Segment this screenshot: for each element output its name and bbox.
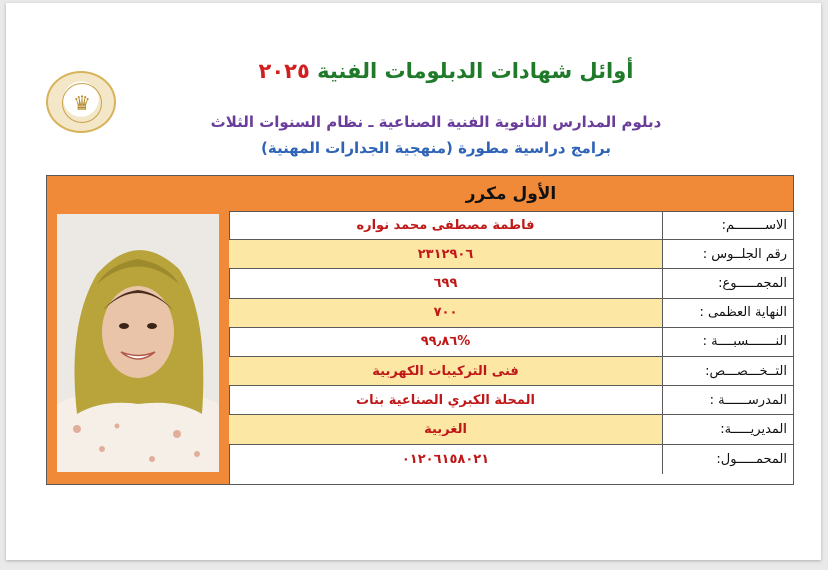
title-text: أوائل شهادات الدبلومات الفنية bbox=[317, 59, 634, 83]
table-row bbox=[229, 240, 793, 269]
row-label: النـــــــسبــــة : bbox=[702, 334, 787, 350]
info-table bbox=[229, 211, 793, 474]
page-title bbox=[146, 59, 746, 83]
row-label: التــخـــصـــص: bbox=[705, 363, 787, 379]
row-value: ٧٠٠ bbox=[229, 299, 663, 327]
row-label: المجمـــــوع: bbox=[718, 275, 787, 291]
row-label: المديريـــــة: bbox=[720, 421, 787, 437]
student-photo bbox=[57, 214, 219, 472]
subtitle-diploma: دبلوم المدارس الثانوية الفنية الصناعية ـ نظام السنوات الثلاث bbox=[210, 113, 662, 131]
row-value: ٦٩٩ bbox=[229, 269, 663, 297]
table-row bbox=[229, 328, 793, 357]
table-row bbox=[229, 299, 793, 328]
row-label: النهاية العظمى : bbox=[699, 305, 787, 321]
row-label: المدرســــــة : bbox=[709, 392, 787, 408]
ministry-seal-icon bbox=[46, 71, 116, 133]
photo-frame bbox=[47, 176, 230, 484]
row-value: فاطمة مصطفى محمد نواره bbox=[229, 211, 663, 239]
title-year: ٢٠٢٥ bbox=[258, 59, 310, 83]
row-label: رقم الجلــوس : bbox=[702, 246, 787, 262]
rank-header: الأول مكرر bbox=[229, 176, 793, 212]
student-portrait-image bbox=[57, 214, 219, 472]
table-row bbox=[229, 415, 793, 444]
table-row bbox=[229, 386, 793, 415]
table-row bbox=[229, 445, 793, 474]
student-card bbox=[46, 175, 794, 485]
row-value: ٠١٢٠٦١٥٨٠٢١ bbox=[229, 445, 663, 474]
table-row bbox=[229, 269, 793, 298]
row-value: ٢٣١٢٩٠٦ bbox=[229, 240, 663, 268]
row-label: الاســــــــم: bbox=[721, 217, 787, 233]
certificate-sheet bbox=[6, 3, 821, 560]
row-value: المحلة الكبري الصناعية بنات bbox=[229, 386, 663, 414]
table-row bbox=[229, 211, 793, 240]
row-value: الغربية bbox=[229, 415, 663, 443]
row-value: فنى التركيبات الكهربية bbox=[229, 357, 663, 385]
subtitle-program: برامج دراسية مطورة (منهجية الجدارات المهنية) bbox=[261, 139, 611, 157]
row-label: المحمـــــول: bbox=[716, 451, 787, 467]
eagle-emblem-icon: ♛ bbox=[62, 83, 102, 123]
table-row bbox=[229, 357, 793, 386]
row-value: %٩٩٫٨٦ bbox=[229, 328, 663, 356]
